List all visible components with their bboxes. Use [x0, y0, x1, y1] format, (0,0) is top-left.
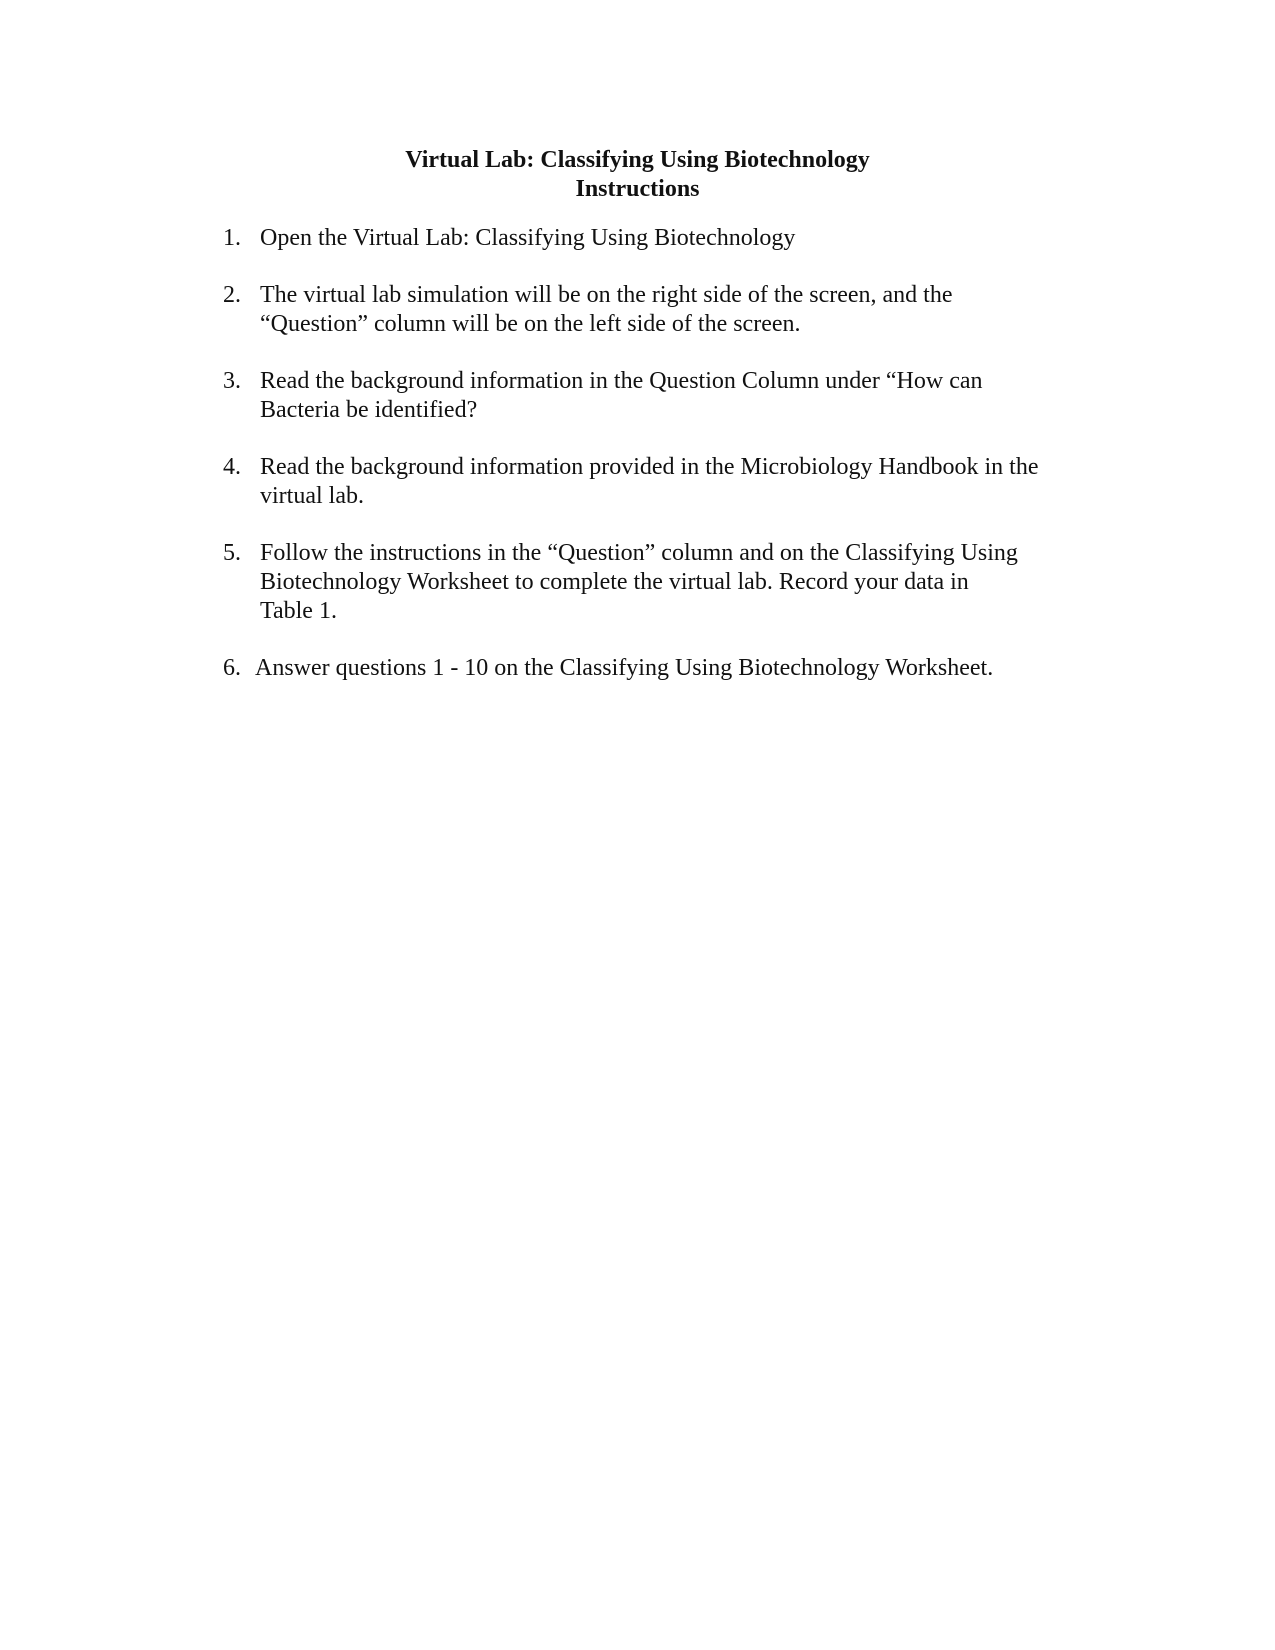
step-text-line: Answer questions 1 - 10 on the Classifying Using Biotechnology Worksheet. — [255, 655, 994, 681]
document-title: Virtual Lab: Classifying Using Biotechnology — [405, 147, 870, 173]
step-text-line: “Question” column will be on the left side of the screen. — [260, 311, 801, 337]
step-number: 2. — [223, 282, 241, 308]
step-number: 1. — [223, 225, 241, 251]
document-subtitle: Instructions — [575, 176, 700, 202]
step-text-line: virtual lab. — [260, 483, 364, 509]
title-block — [0, 146, 1275, 204]
step-number: 3. — [223, 368, 241, 394]
step-text-line: Bacteria be identified? — [260, 397, 478, 423]
instruction-list — [223, 224, 1103, 711]
step-text-line: Table 1. — [260, 598, 337, 624]
step-number: 5. — [223, 540, 241, 566]
instruction-step-6 — [223, 654, 1103, 683]
step-text-line: The virtual lab simulation will be on the right side of the screen, and the — [260, 282, 953, 308]
instruction-step-1 — [223, 224, 1103, 253]
step-text-line: Read the background information provided in the Microbiology Handbook in the — [260, 454, 1039, 480]
instruction-step-5 — [223, 539, 1103, 626]
step-text-line: Follow the instructions in the “Question” column and on the Classifying Using — [260, 540, 1018, 566]
instruction-step-4 — [223, 453, 1103, 511]
step-text-line: Read the background information in the Question Column under “How can — [260, 368, 983, 394]
step-number: 4. — [223, 454, 241, 480]
step-text-line: Biotechnology Worksheet to complete the virtual lab. Record your data in — [260, 569, 969, 595]
instruction-step-2 — [223, 281, 1103, 339]
instruction-step-3 — [223, 367, 1103, 425]
step-text-line: Open the Virtual Lab: Classifying Using Biotechnology — [260, 225, 796, 251]
step-number: 6. — [223, 655, 241, 681]
